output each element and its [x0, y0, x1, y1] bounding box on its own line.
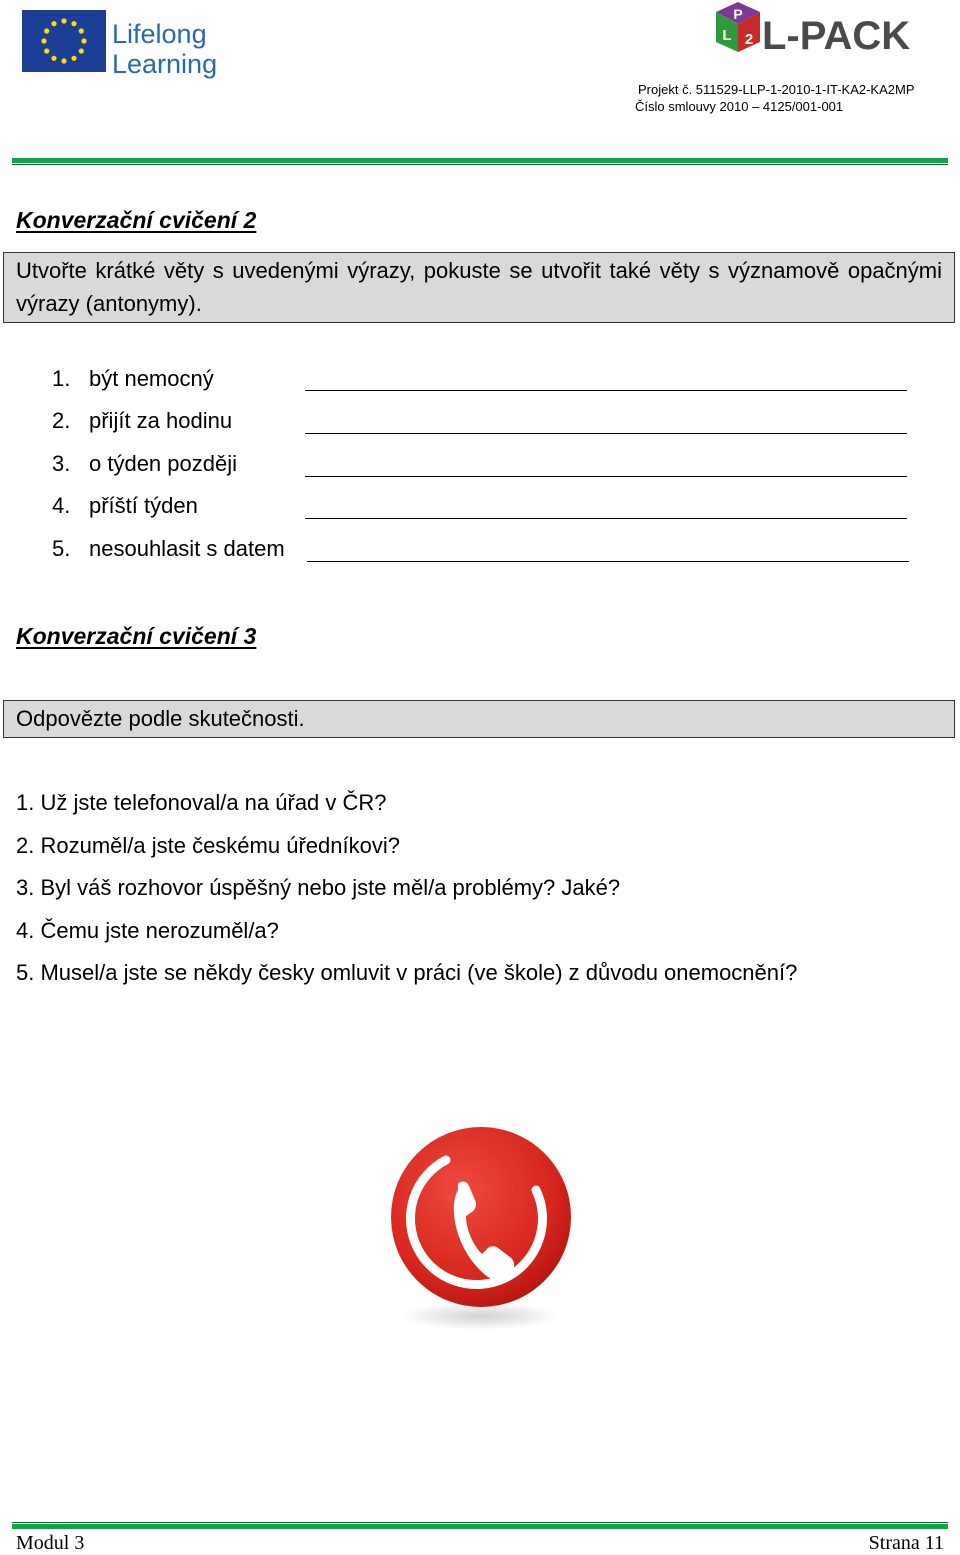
project-number: Projekt č. 511529-LLP-1-2010-1-IT-KA2-KA2MP [638, 82, 915, 97]
exercise2-instruction-box [3, 252, 955, 323]
item-number: 5. [52, 536, 71, 561]
question-item: 4. Čemu jste nerozuměl/a? [16, 918, 279, 943]
item-number: 3. [52, 451, 71, 476]
answer-line[interactable] [305, 476, 907, 477]
item-number: 1. [52, 366, 71, 391]
question-item: 2. Rozuměl/a jste českému úředníkovi? [16, 833, 400, 858]
footer-rule [12, 1524, 948, 1529]
eu-lifelong-learning-logo [22, 10, 218, 80]
list-item [0, 493, 960, 523]
item-number: 2. [52, 408, 71, 433]
item-text: nesouhlasit s datem [89, 536, 285, 561]
answer-line[interactable] [307, 561, 909, 562]
list-item [0, 536, 960, 566]
footer-rule-thin [12, 1522, 948, 1523]
svg-text:2: 2 [744, 31, 754, 48]
contract-number: Číslo smlouvy 2010 – 4125/001-001 [635, 99, 844, 114]
list-item [0, 451, 960, 481]
exercise2-heading: Konverzační cvičení 2 [16, 207, 257, 233]
question-item: 5. Musel/a jste se někdy česky omluvit v práci (ve škole) z důvodu onemocnění? [16, 960, 798, 985]
item-text: příští týden [89, 493, 198, 518]
exercise3-heading: Konverzační cvičení 3 [16, 623, 257, 649]
phone-icon [386, 1120, 576, 1340]
question-item: 1. Už jste telefonoval/a na úřad v ČR? [16, 790, 387, 815]
footer-page-number: Strana 11 [868, 1532, 944, 1554]
l-pack-logo [704, 2, 918, 66]
header-rule-thin [12, 164, 948, 165]
answer-line[interactable] [305, 433, 907, 434]
exercise3-instruction-box [3, 700, 955, 738]
answer-line[interactable] [305, 390, 907, 391]
footer-module: Modul 3 [16, 1532, 85, 1554]
item-text: o týden později [89, 451, 237, 476]
svg-text:P: P [733, 6, 743, 22]
list-item [0, 366, 960, 396]
item-text: být nemocný [89, 366, 214, 391]
answer-line[interactable] [305, 518, 907, 519]
svg-text:L: L [722, 27, 732, 44]
item-text: přijít za hodinu [89, 408, 233, 433]
svg-text:Lifelong: Lifelong [112, 19, 207, 49]
header-rule [12, 158, 948, 163]
list-item [0, 408, 960, 438]
svg-text:Learning: Learning [112, 49, 218, 79]
question-item: 3. Byl váš rozhovor úspěšný nebo jste měl/a problémy? Jaké? [16, 875, 621, 900]
exercise2-instruction: Utvořte krátké věty s uvedenými výrazy, pokuste se utvořit také věty s významově opačnými výrazy (antonymy). [16, 258, 942, 316]
item-number: 4. [52, 493, 71, 518]
exercise3-instruction: Odpovězte podle skutečnosti. [16, 706, 305, 731]
svg-text:L-PACK: L-PACK [762, 14, 911, 58]
